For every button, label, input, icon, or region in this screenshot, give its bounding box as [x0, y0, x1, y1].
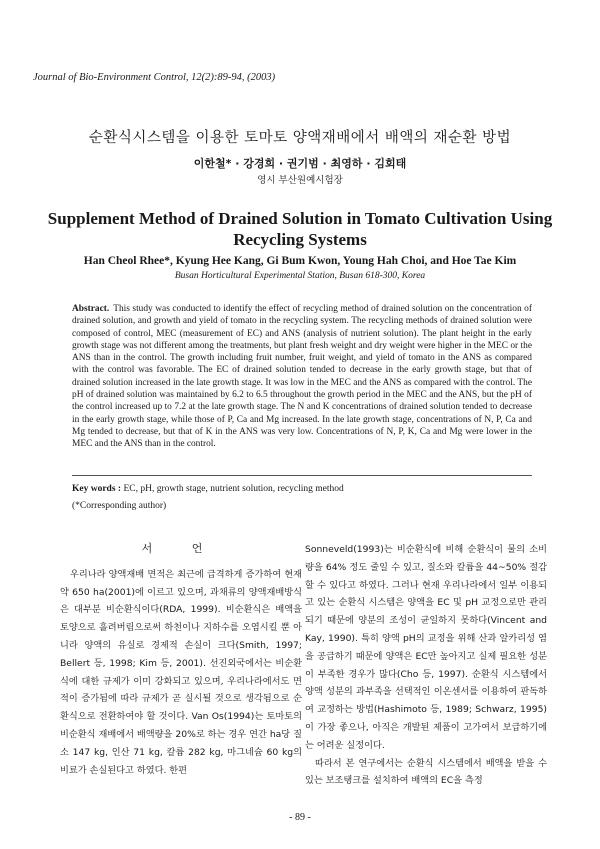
- korean-authors: 이한철* · 강경희 · 권기범 · 최영하 · 김회태: [193, 157, 407, 170]
- section-heading-introduction: 서 언: [141, 542, 221, 555]
- body-paragraph: 따라서 본 연구에서는 순환식 시스템에서 배액을 받을 수 있는 보조탱크를 설치하여 배액의 EC을 측정: [305, 757, 547, 787]
- english-affiliation: Busan Horticultural Experimental Station, Busan 618-300, Korea: [174, 271, 426, 281]
- abstract: [72, 303, 532, 451]
- page-number: - 89 -: [289, 812, 311, 823]
- corresponding-author-note: (*Corresponding author): [72, 501, 167, 511]
- body-paragraph: 우리나라 양액재배 면적은 최근에 급격하게 증가하여 현재 약 650 ha(2001)에 이르고 있으며, 과채류의 양액재배방식은 대부분 비순환식이다(RDA, 1999). 비순환식은 배액을 토양으로 흘려버림으로써 하천이나 지하수를 오염시킬 뿐 아니라 양액의 유실로 경제적 손실이 크다(Smith, 1997; Bellert 등, 1998; Kim 등, 2001). 선진외국에서는 비순환식에 대한 규제가 이미 강화되고 있으며, 우리나라에서도 면적이 증가됨에 따라 규제가 곧 실시될 것으로 생각됨으로 순환식으로 전환하여야 할 것이다. Van Os(1994)는 토마토의 비순환식 재배에서 배액량을 20%로 하는 경우 연간 ha당 질소 147 kg, 인산 71 kg, 칼륨 282 kg, 마그네슘 60 kg의 비료가 손실된다고 하였다. 한편: [60, 568, 302, 776]
- body-right-column: [305, 541, 547, 790]
- korean-title: 순환식시스템을 이용한 토마토 양액재배에서 배액의 재순환 방법: [88, 130, 512, 146]
- keywords: [72, 484, 532, 494]
- korean-affiliation: 영시 부산원예시험장: [257, 175, 343, 186]
- keywords-text: EC, pH, growth stage, nutrient solution, recycling method: [121, 484, 344, 494]
- english-title: Supplement Method of Drained Solution in Tomato Cultivation Using Recycling Systems: [47, 209, 553, 249]
- abstract-divider: [72, 475, 532, 476]
- english-authors: Han Cheol Rhee*, Kyung Hee Kang, Gi Bum Kwon, Young Hah Choi, and Hoe Tae Kim: [83, 255, 517, 267]
- body-paragraph: Sonneveld(1993)는 비순환식에 비해 순환식이 물의 소비량을 64% 정도 줄일 수 있고, 질소와 칼륨을 44~50% 절감할 수 있다고 하였다. 그러나 현재 우리나라에서 일부 이용되고 있는 순환식 시스템은 양액을 EC 및 pH 교정으로만 관리되기 때문에 양분의 조성이 균일하지 못하다(Vincent and Kay, 1990). 특히 양액 pH의 교정을 위해 산과 알카리성 염을 공급하기 때문에 양액은 EC만 높아지고 실제 필요한 성분이 부족한 경우가 많다(Cho 등, 1997). 순환식 시스템에서 양액 성분의 과부족을 선택적인 이온센서를 이용하여 판독하여 교정하는 방법(Hashimoto 등, 1989; Schwarz, 1995)이 가장 좋으나, 아직은 개발된 제품이 고가여서 보급하기에는 어려운 실정이다.: [305, 544, 547, 751]
- abstract-label: Abstract.: [72, 304, 110, 314]
- journal-citation: Journal of Bio-Environment Control, 12(2):89-94, (2003): [33, 72, 276, 83]
- body-left-column: [60, 540, 302, 779]
- keywords-label: Key words :: [72, 484, 122, 494]
- abstract-text: This study was conducted to identify the effect of recycling method of drained solution on the concentration of drained solution, and growth and yield of tomato in the recycling system. The recycling methods of drained solution were composed of control, MEC (measurement of EC) and ANS (analysis of nutrient solution). The plant height in the early growth stage was not different among the treatments, but plant fresh weight and dry weight were higher in the MEC or the ANS than in the control. The growth including fruit number, fruit weight, and yield of tomato in the ANS as compared with the control was favorable. The EC of drained solution tended to decrease in the early growth stage, but that of drained solution increased in the late growth stage. It was low in the MEC and the ANS as compared with the control. The pH of drained solution was maintained by 6.2 to 6.5 throughout the growth period in the MEC and the ANS, but the pH of the control increased up to 7.2 at the late growth stage. The N and K concentrations of drained solution tended to decrease in the early growth stage, while those of P, Ca and Mg increased. In the late growth stage, concentrations of N, P, Ca and Mg tended to decrease, but that of K in the ANS was very low. Concentrations of N, P, K, Ca and Mg were lower in the MEC and the ANS than in the control.: [72, 304, 532, 450]
